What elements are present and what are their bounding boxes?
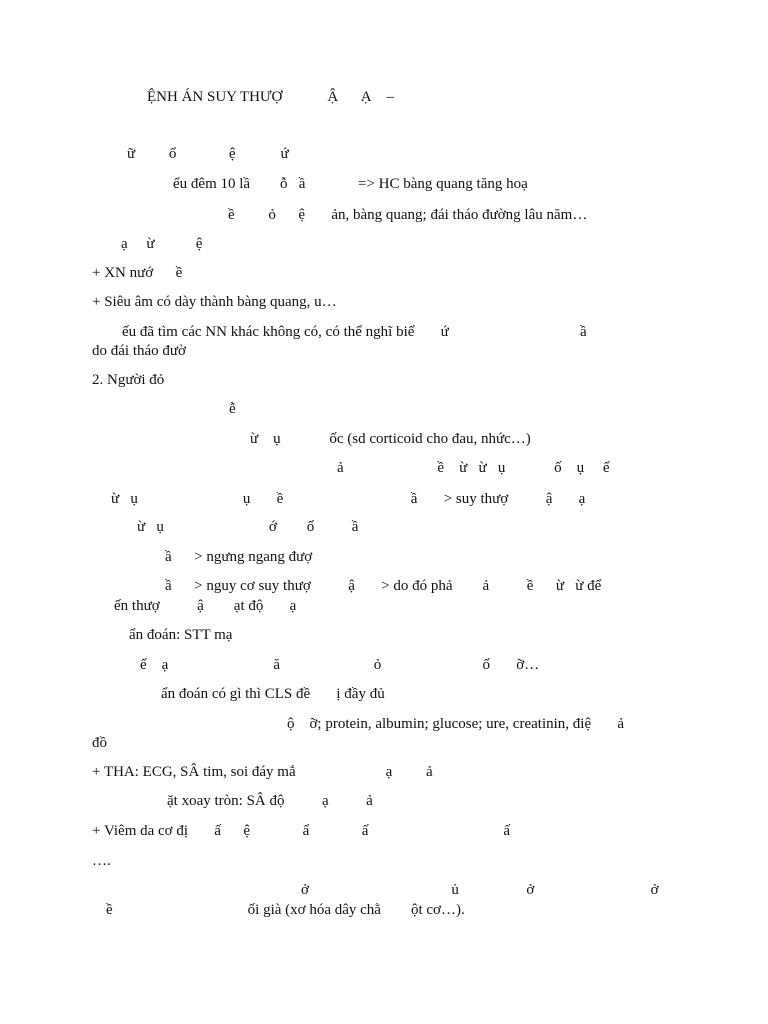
text-line: ạ ừ ệ [121,236,203,252]
text-line: ộ ỡ; protein, albumin; glucose; ure, creatinin, điệ ả [287,716,625,732]
text-line: + Siêu âm có dày thành bàng quang, u… [92,294,337,310]
text-line: ầ > nguy cơ suy thượ ậ > do đó phả ả ề ừ ừ để [165,578,602,594]
text-line: ểu đêm 10 lầ ỗ ầ => HC bàng quang tăng hoạ [173,176,528,192]
text-line: ẩn đoán có gì thì CLS đề ị đầy đủ [161,686,385,702]
text-line: ừ ụ ớ ố ầ [137,519,359,535]
text-line: ề ỏ ệ ản, bàng quang; đái tháo đường lâu năm… [228,207,588,223]
text-line: ặt xoay tròn: SÂ độ ạ ả [167,793,373,809]
text-line: ể ạ ă ỏ ố ỡ… [140,657,540,673]
text-line: do đái tháo đườ [92,343,186,359]
text-line: ừ ụ ốc (sd corticoid cho đau, nhức…) [250,431,531,447]
text-line: 2. Người đỏ [92,372,165,388]
text-line: ữ ổ ệ ứ [127,146,289,162]
document-title: ỆNH ÁN SUY THƯỢ Ậ Ạ – [147,89,395,105]
text-line: ếu đã tìm các NN khác không có, có thể nghĩ biế ứ ầ [122,324,587,340]
text-line: + THA: ECG, SÂ tim, soi đáy mắ ạ ả [92,764,433,780]
text-line: ở ủ ở ở [301,882,659,898]
text-line: + Viêm da cơ đị ấ ệ ẩ ấ ấ [92,823,511,839]
text-line: ầ > ngưng ngang đượ [165,549,313,565]
text-line: ả ề ừ ừ ụ ố ụ ể [337,460,610,476]
text-line: ừ ụ ụ ề ầ > suy thượ ậ ạ [111,491,586,507]
text-line: ẩn đoán: STT mạ [129,627,233,643]
text-line: ề ối già (xơ hóa dây chằ ột cơ…). [106,902,465,918]
text-line: đồ [92,735,107,751]
text-line: ễ [229,401,236,417]
text-line: + XN nướ ề [92,265,183,281]
text-line: …. [92,853,111,869]
text-line: ến thượ ậ ạt độ ạ [114,598,297,614]
